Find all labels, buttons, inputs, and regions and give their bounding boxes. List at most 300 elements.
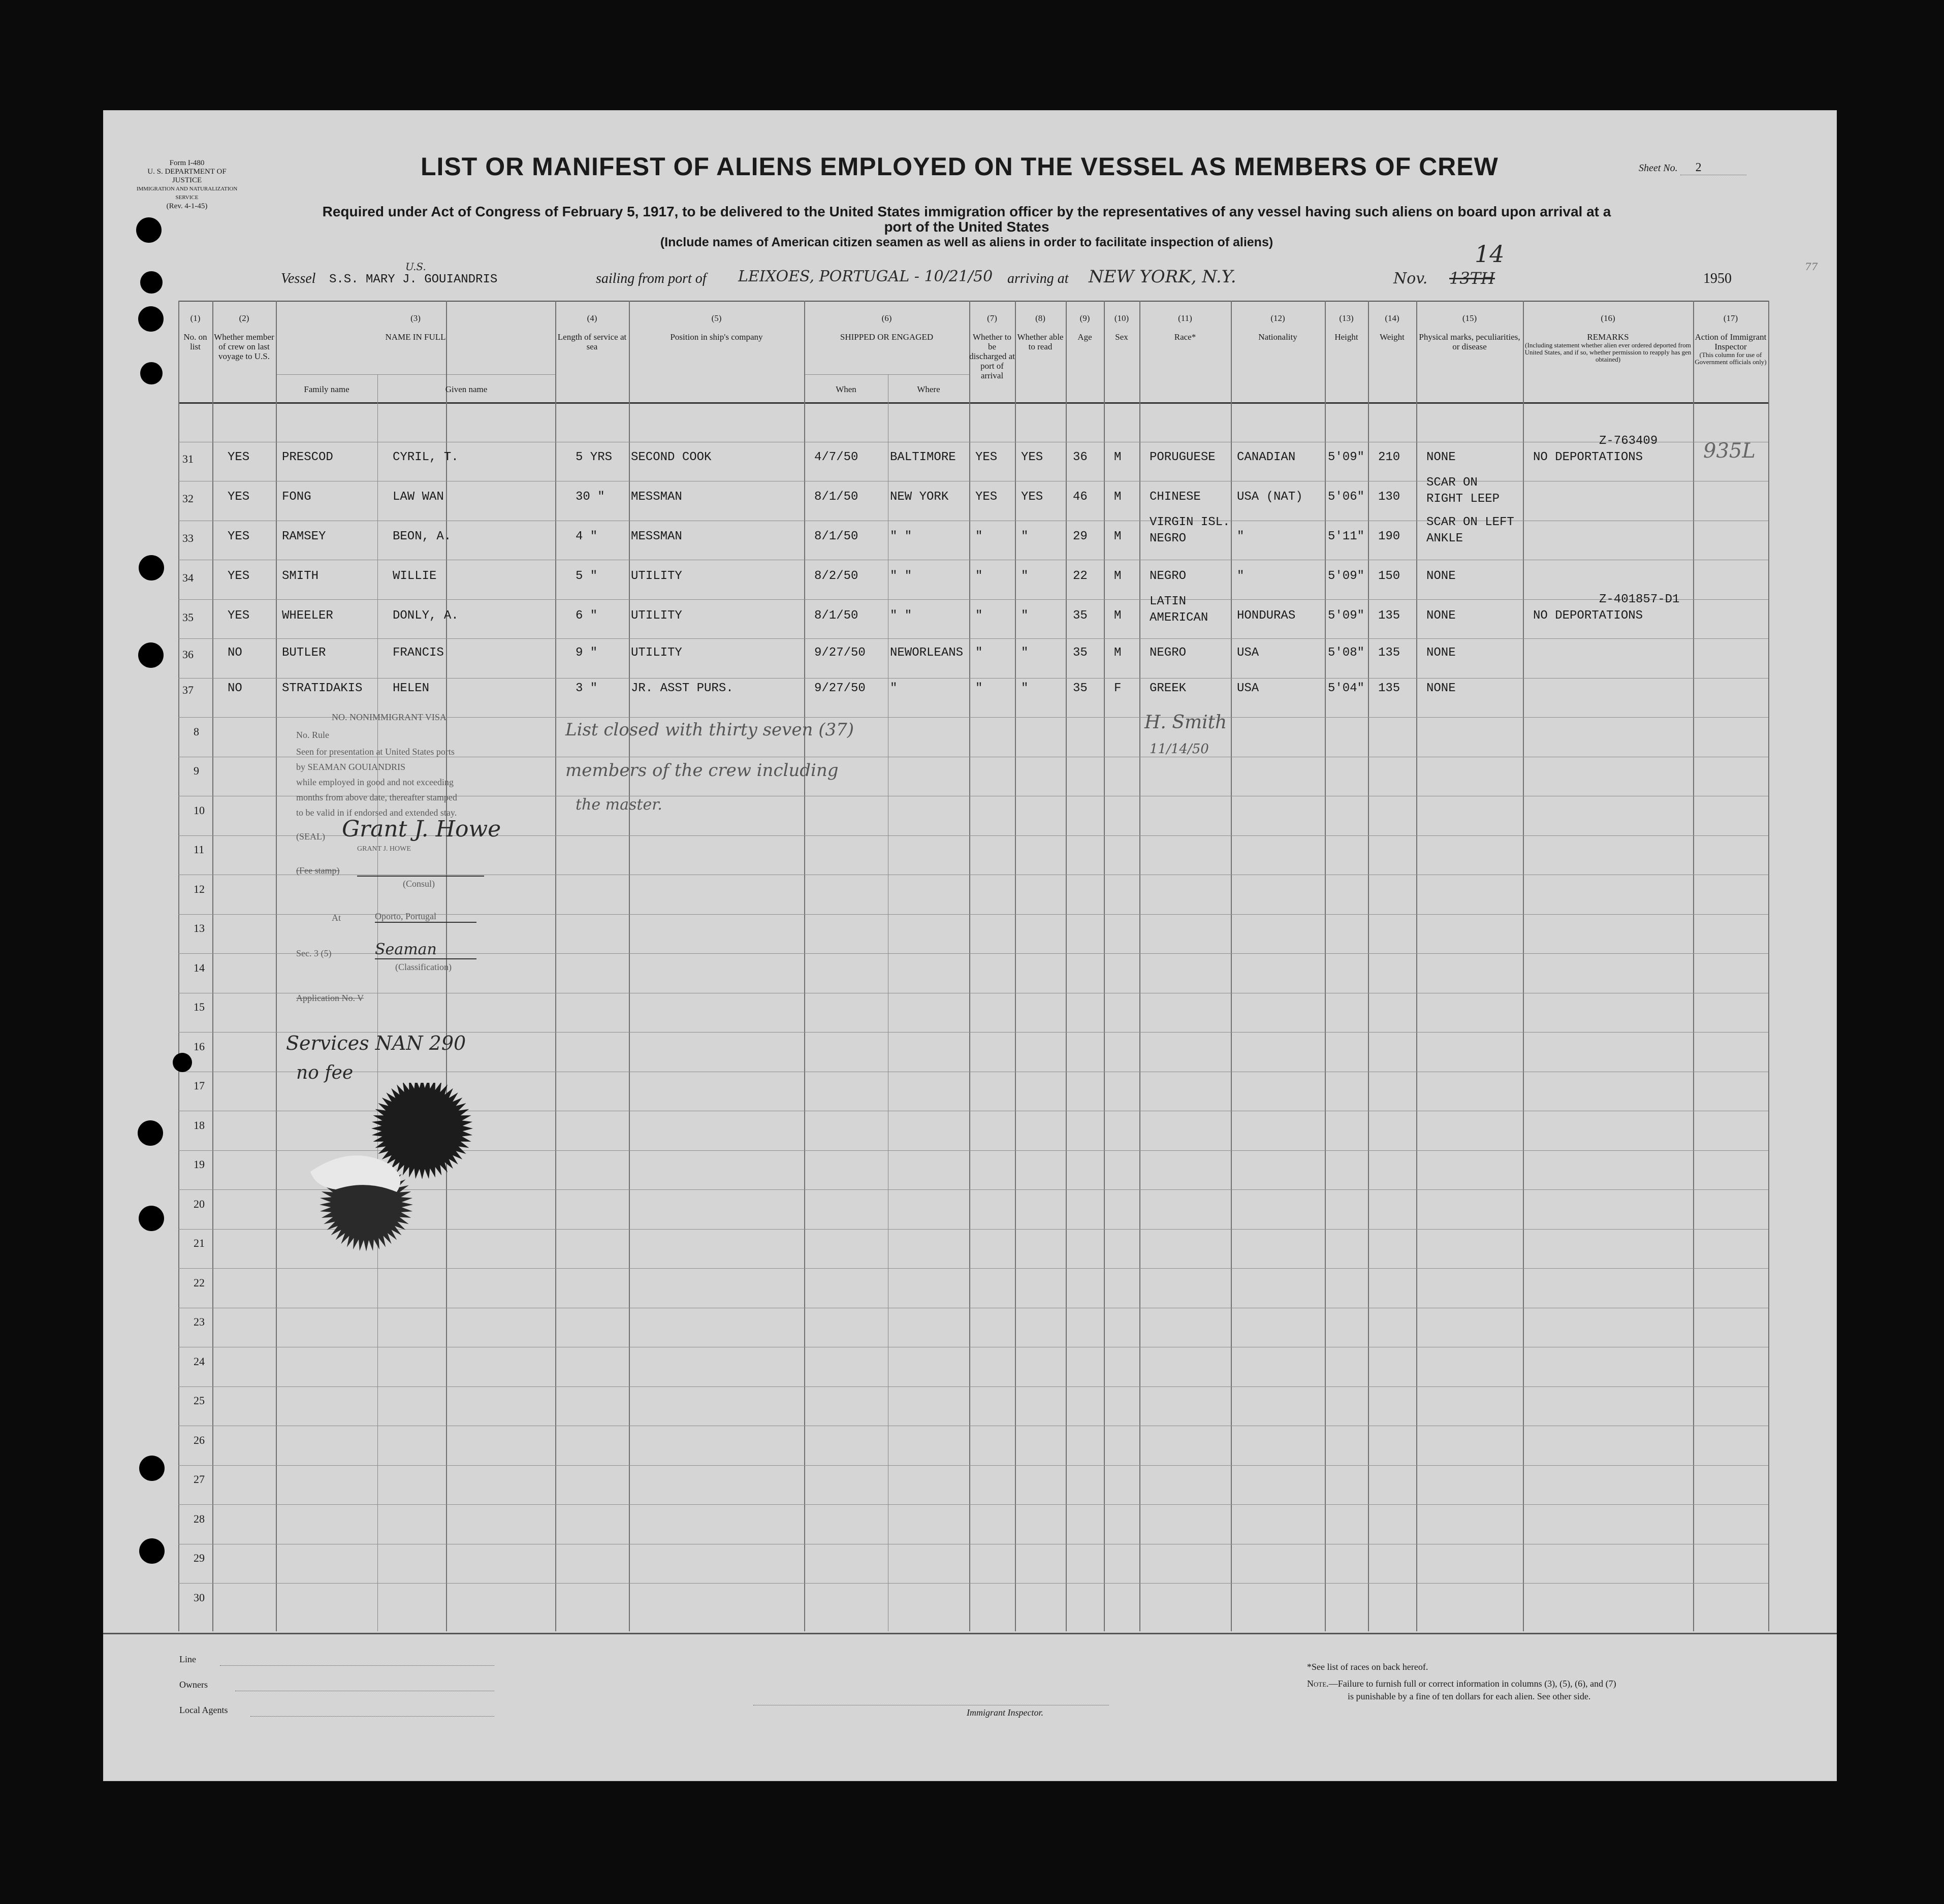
- column-label: Action of Immigrant Inspector: [1695, 332, 1767, 351]
- column-rule: [629, 301, 630, 1631]
- column-number: (2): [239, 313, 249, 323]
- subtitle-line-1: Required under Act of Congress of February 5, 1917, to be delivered to the United States immigration officer by the representatives of any vessel having such aliens on board upon arrival at a: [322, 204, 1611, 219]
- row-number: 10: [194, 803, 205, 817]
- column-header: [1015, 313, 1066, 351]
- binder-hole: [136, 217, 162, 243]
- sheet-label: Sheet No.: [1639, 163, 1678, 174]
- footer-agents-label: Local Agents: [179, 1705, 228, 1715]
- sheet-number: [1639, 161, 1746, 175]
- column-rule: [178, 301, 179, 1631]
- column-number: (5): [711, 313, 722, 323]
- cell-when: 9/27/50: [814, 646, 866, 660]
- column-subheader: Family name: [304, 384, 349, 394]
- cell-race: GREEK: [1150, 682, 1187, 695]
- column-header: [1231, 313, 1325, 342]
- column-header: [1104, 313, 1139, 342]
- application-number: Application No. V: [296, 993, 364, 1003]
- cell-last-voyage: NO: [228, 682, 242, 695]
- row-number: 18: [194, 1118, 205, 1132]
- column-header: [555, 313, 629, 351]
- binder-hole: [139, 1206, 164, 1231]
- cell-discharged: ": [975, 609, 983, 623]
- cell-last-voyage: YES: [228, 569, 250, 583]
- inspector-date: 11/14/50: [1150, 741, 1209, 757]
- binder-hole: [139, 555, 164, 580]
- cell-race: VIRGIN ISL.: [1150, 515, 1230, 529]
- column-header: [178, 313, 212, 351]
- column-rule: [1015, 301, 1016, 1631]
- column-label: Age: [1077, 332, 1092, 342]
- cell-nationality: USA (NAT): [1237, 490, 1303, 504]
- column-label: SHIPPED OR ENGAGED: [840, 332, 934, 342]
- row-rule: [178, 1386, 1768, 1387]
- vessel-label: Vessel: [281, 271, 316, 286]
- column-label: No. on list: [183, 332, 207, 351]
- cell-where: " ": [890, 530, 912, 543]
- column-number: (16): [1601, 313, 1615, 323]
- visa-stamp: [281, 712, 586, 1098]
- cell-position: MESSMAN: [631, 530, 682, 543]
- cell-given: CYRIL, T.: [393, 450, 459, 464]
- cell-no: 35: [182, 611, 194, 624]
- classification-value: Seaman: [375, 941, 476, 959]
- cell-race: NEGRO: [1150, 646, 1187, 660]
- visa-stamp-line6: months from above date, thereafter stamped: [296, 792, 457, 802]
- column-header: [1139, 313, 1231, 342]
- row-rule: [178, 1504, 1768, 1505]
- cell-height: 5'04": [1328, 682, 1365, 695]
- visa-stamp-line3: Seen for presentation at United States ports: [296, 747, 455, 757]
- binder-hole: [140, 271, 163, 294]
- cell-height: 5'11": [1328, 530, 1365, 543]
- column-number: (12): [1270, 313, 1285, 323]
- cell-last-voyage: YES: [228, 530, 250, 543]
- cell-age: 35: [1073, 609, 1088, 623]
- cell-service: 30 ": [576, 490, 605, 504]
- arriving-label: arriving at: [1007, 271, 1069, 286]
- column-number: (13): [1339, 313, 1354, 323]
- cell-race-2: AMERICAN: [1150, 611, 1208, 625]
- cell-read: ": [1021, 530, 1029, 543]
- cell-family: BUTLER: [282, 646, 326, 660]
- column-rule: [1104, 301, 1105, 1631]
- row-rule: [178, 599, 1768, 600]
- at-place: Oporto, Portugal: [375, 911, 476, 923]
- manifest-sheet: [103, 110, 1837, 1781]
- embossed-seal: [295, 1083, 493, 1258]
- cell-sex: F: [1114, 682, 1122, 695]
- cell-race: CHINESE: [1150, 490, 1201, 504]
- form-dept: U. S. DEPARTMENT OF JUSTICE: [147, 168, 227, 184]
- subtitle-line-3: (Include names of American citizen seamen as well as aliens in order to facilitate inspection of aliens): [660, 235, 1273, 249]
- column-number: (7): [987, 313, 997, 323]
- arrival-day: 14: [1475, 240, 1505, 268]
- list-closed-note-3: the master.: [576, 796, 662, 814]
- row-rule: [178, 1465, 1768, 1466]
- cell-given: DONLY, A.: [393, 609, 459, 623]
- cell-action: 935L: [1703, 439, 1756, 463]
- row-number: 17: [194, 1079, 205, 1092]
- column-number: (4): [587, 313, 597, 323]
- column-header: [1416, 313, 1523, 351]
- cell-sex: M: [1114, 569, 1122, 583]
- cell-remarks-top: Z-763409: [1599, 434, 1658, 448]
- subtitle-line-2: port of the United States: [884, 219, 1049, 235]
- row-number: 13: [194, 922, 205, 934]
- binder-hole: [138, 642, 164, 668]
- vessel-name: S.S. MARY J. GOUIANDRIS: [329, 273, 498, 286]
- column-label: Physical marks, peculiarities, or disease: [1419, 332, 1520, 351]
- cell-last-voyage: YES: [228, 490, 250, 504]
- cell-where: " ": [890, 569, 912, 583]
- cell-when: 4/7/50: [814, 450, 858, 464]
- cell-service: 9 ": [576, 646, 598, 660]
- sailing-port: LEIXOES, PORTUGAL - 10/21/50: [738, 268, 993, 285]
- column-label: Height: [1334, 332, 1358, 342]
- form-number: Form I-480: [169, 159, 205, 167]
- cell-marks-2: RIGHT LEEP: [1426, 492, 1500, 506]
- column-rule: [969, 301, 970, 1631]
- cell-height: 5'09": [1328, 569, 1365, 583]
- cell-when: 8/1/50: [814, 490, 858, 504]
- cell-where: " ": [890, 609, 912, 623]
- column-label: Sex: [1115, 332, 1128, 342]
- cell-weight: 150: [1378, 569, 1400, 583]
- column-header: [1693, 313, 1768, 366]
- column-header: [1325, 313, 1368, 342]
- column-label: Weight: [1380, 332, 1405, 342]
- footer-owners-label: Owners: [179, 1680, 208, 1690]
- cell-family: PRESCOD: [282, 450, 333, 464]
- cell-marks: NONE: [1426, 682, 1456, 695]
- column-number: (8): [1035, 313, 1045, 323]
- cell-given: BEON, A.: [393, 530, 452, 543]
- table-top-border: [178, 301, 1768, 302]
- row-number: 24: [194, 1354, 205, 1368]
- column-number: (14): [1385, 313, 1399, 323]
- at-label: At: [332, 913, 341, 923]
- cell-weight: 135: [1378, 682, 1400, 695]
- cell-position: MESSMAN: [631, 490, 682, 504]
- cell-marks: NONE: [1426, 569, 1456, 583]
- cell-family: WHEELER: [282, 609, 333, 623]
- cell-service: 5 YRS: [576, 450, 613, 464]
- sheet-value: 2: [1680, 161, 1746, 175]
- column-number: (15): [1462, 313, 1477, 323]
- column-header: [212, 313, 276, 361]
- row-number: 15: [194, 1001, 205, 1013]
- column-rule: [1523, 301, 1524, 1631]
- cell-last-voyage: YES: [228, 609, 250, 623]
- cell-read: YES: [1021, 490, 1043, 504]
- row-number: 8: [194, 725, 199, 738]
- row-number: 28: [194, 1512, 205, 1525]
- cell-age: 46: [1073, 490, 1088, 504]
- cell-nationality: ": [1237, 569, 1245, 583]
- inspector-initials: H. Smith: [1144, 712, 1227, 733]
- visa-stamp-line2: No. Rule: [296, 730, 329, 740]
- column-header: [1523, 313, 1693, 363]
- cell-remarks-top: Z-401857-D1: [1599, 593, 1680, 606]
- row-number: 12: [194, 882, 205, 895]
- name-subheader-rule: [276, 374, 555, 375]
- cell-discharged: YES: [975, 450, 998, 464]
- row-number: 20: [194, 1197, 205, 1210]
- form-service: IMMIGRATION AND NATURALIZATION SERVICE: [136, 186, 238, 201]
- fee-note: no fee: [296, 1062, 354, 1083]
- footer-agents-rule: [250, 1716, 494, 1717]
- visa-stamp-line5: while employed in good and not exceeding: [296, 777, 454, 787]
- column-rule: [1231, 301, 1232, 1631]
- cell-given: HELEN: [393, 682, 430, 695]
- cell-when: 9/27/50: [814, 682, 866, 695]
- column-number: (9): [1079, 313, 1090, 323]
- column-number: (17): [1723, 313, 1738, 323]
- column-rule: [276, 301, 277, 1631]
- cell-height: 5'09": [1328, 450, 1365, 464]
- cell-height: 5'06": [1328, 490, 1365, 504]
- column-label: REMARKS: [1587, 332, 1629, 342]
- cell-position: UTILITY: [631, 609, 682, 623]
- binder-hole: [173, 1053, 192, 1072]
- cell-family: RAMSEY: [282, 530, 326, 543]
- column-rule: [1325, 301, 1326, 1631]
- cell-nationality: USA: [1237, 682, 1259, 695]
- sailing-label: sailing from port of: [596, 271, 707, 286]
- cell-discharged: ": [975, 646, 983, 660]
- cell-weight: 135: [1378, 646, 1400, 660]
- cell-service: 3 ": [576, 682, 598, 695]
- list-closed-note-1: List closed with thirty seven (37): [565, 720, 854, 740]
- section-label: Sec. 3 (5): [296, 948, 332, 958]
- page-title: LIST OR MANIFEST OF ALIENS EMPLOYED ON THE VESSEL AS MEMBERS OF CREW: [421, 152, 1499, 181]
- consul-label: (Consul): [403, 879, 435, 889]
- cell-nationality: HONDURAS: [1237, 609, 1296, 623]
- cell-nationality: CANADIAN: [1237, 450, 1296, 464]
- binder-hole: [140, 362, 163, 384]
- cell-position: UTILITY: [631, 646, 682, 660]
- column-rule: [1693, 301, 1694, 1631]
- cell-race: PORUGUESE: [1150, 450, 1216, 464]
- column-detail: (Including statement whether alien ever ordered deported from United States, and if so, whether permission to reapply has gen obtained): [1524, 341, 1692, 363]
- cell-age: 35: [1073, 682, 1088, 695]
- cell-discharged: ": [975, 530, 983, 543]
- cell-sex: M: [1114, 530, 1122, 543]
- consul-signature-rule: [357, 876, 484, 877]
- cell-family: SMITH: [282, 569, 319, 583]
- cell-marks: SCAR ON: [1426, 476, 1478, 490]
- binder-hole: [138, 1120, 163, 1146]
- cell-service: 5 ": [576, 569, 598, 583]
- cell-when: 8/1/50: [814, 530, 858, 543]
- cell-sex: M: [1114, 609, 1122, 623]
- column-rule: [1768, 301, 1769, 1631]
- row-number: 21: [194, 1237, 205, 1249]
- form-id-block: [134, 159, 240, 211]
- cell-where: NEWORLEANS: [890, 646, 964, 660]
- cell-height: 5'09": [1328, 609, 1365, 623]
- cell-age: 35: [1073, 646, 1088, 660]
- row-number: 16: [194, 1040, 205, 1053]
- column-number: (6): [881, 313, 892, 323]
- cell-marks: NONE: [1426, 609, 1456, 623]
- column-label: Race*: [1174, 332, 1196, 342]
- cell-family: FONG: [282, 490, 311, 504]
- footer-rule: [103, 1633, 1837, 1634]
- cell-weight: 210: [1378, 450, 1400, 464]
- row-number: 19: [194, 1158, 205, 1171]
- visa-stamp-line1: NO. NONIMMIGRANT VISA: [332, 712, 447, 722]
- column-subheader: Where: [917, 384, 940, 394]
- cell-sex: M: [1114, 490, 1122, 504]
- cell-race: NEGRO: [1150, 569, 1187, 583]
- column-number: (11): [1178, 313, 1192, 323]
- cell-position: JR. ASST PURS.: [631, 682, 734, 695]
- cell-weight: 190: [1378, 530, 1400, 543]
- row-number: 30: [194, 1591, 205, 1604]
- column-detail: (This column for use of Government officials only): [1695, 351, 1767, 366]
- cell-read: YES: [1021, 450, 1043, 464]
- visa-stamp-line4: by SEAMAN GOUIANDRIS: [296, 762, 406, 772]
- footer-line-rule: [220, 1665, 494, 1666]
- shipped-subheader-rule: [804, 374, 969, 375]
- column-label: Length of service at sea: [557, 332, 627, 351]
- column-header: [804, 313, 969, 342]
- cell-service: 6 ": [576, 609, 598, 623]
- row-number: 27: [194, 1473, 205, 1486]
- cell-no: 33: [182, 532, 194, 544]
- column-label: Whether member of crew on last voyage to U.S.: [214, 332, 274, 361]
- row-number: 29: [194, 1552, 205, 1564]
- cell-marks: NONE: [1426, 646, 1456, 660]
- cell-family: STRATIDAKIS: [282, 682, 363, 695]
- cell-given: FRANCIS: [393, 646, 444, 660]
- fee-stamp-label: (Fee stamp): [296, 865, 340, 876]
- column-header: [1368, 313, 1416, 342]
- consul-signature: Grant J. Howe: [342, 816, 501, 842]
- consul-name: GRANT J. HOWE: [357, 845, 411, 853]
- column-label: Whether to be discharged at port of arrival: [969, 332, 1015, 380]
- cell-sex: M: [1114, 646, 1122, 660]
- penalty-note-label: Note.: [1307, 1679, 1329, 1689]
- arriving-port: NEW YORK, N.Y.: [1089, 267, 1236, 287]
- row-rule: [178, 1268, 1768, 1269]
- row-rule: [178, 678, 1768, 679]
- cell-marks: NONE: [1426, 450, 1456, 464]
- cell-weight: 135: [1378, 609, 1400, 623]
- vessel-note: U.S.: [405, 261, 426, 273]
- cell-discharged: ": [975, 569, 983, 583]
- classification-label: (Classification): [395, 962, 452, 972]
- cell-no: 31: [182, 453, 194, 465]
- cell-marks: SCAR ON LEFT: [1426, 515, 1514, 529]
- cell-nationality: USA: [1237, 646, 1259, 660]
- row-number: 26: [194, 1433, 205, 1446]
- binder-hole: [139, 1538, 165, 1564]
- arrival-day-struck: 13TH: [1449, 269, 1495, 288]
- cell-remarks: NO DEPORTATIONS: [1533, 450, 1643, 464]
- cell-age: 22: [1073, 569, 1088, 583]
- column-rule: [212, 301, 213, 1631]
- arrival-month: Nov.: [1393, 270, 1428, 287]
- column-label: Nationality: [1258, 332, 1297, 342]
- cell-where: ": [890, 682, 898, 695]
- cell-service: 4 ": [576, 530, 598, 543]
- column-number: (3): [410, 313, 421, 323]
- cell-read: ": [1021, 609, 1029, 623]
- cell-read: ": [1021, 682, 1029, 695]
- cell-no: 34: [182, 571, 194, 584]
- penalty-note-text: —Failure to furnish full or correct information in columns (3), (5), (6), and (7): [1328, 1679, 1616, 1689]
- cell-position: SECOND COOK: [631, 450, 712, 464]
- cell-race-2: NEGRO: [1150, 532, 1187, 545]
- cell-weight: 130: [1378, 490, 1400, 504]
- cell-discharged: ": [975, 682, 983, 695]
- visa-stamp-line7: to be valid in if endorsed and extended stay.: [296, 808, 457, 818]
- column-subheader: Given name: [445, 384, 488, 394]
- column-rule: [1416, 301, 1417, 1631]
- cell-age: 29: [1073, 530, 1088, 543]
- column-header: [629, 313, 804, 342]
- visa-seal-label: (SEAL): [296, 831, 325, 842]
- footer-line-label: Line: [179, 1654, 196, 1664]
- column-label: NAME IN FULL: [385, 332, 446, 342]
- row-number: 11: [194, 843, 205, 856]
- cell-when: 8/2/50: [814, 569, 858, 583]
- cell-no: 37: [182, 684, 194, 696]
- list-closed-note-2: members of the crew including: [565, 760, 839, 781]
- cell-where: BALTIMORE: [890, 450, 956, 464]
- column-rule: [1139, 301, 1140, 1631]
- binder-hole: [138, 306, 164, 332]
- column-header: [969, 313, 1015, 380]
- cell-when: 8/1/50: [814, 609, 858, 623]
- cell-position: UTILITY: [631, 569, 682, 583]
- cell-given: WILLIE: [393, 569, 437, 583]
- cell-remarks: NO DEPORTATIONS: [1533, 609, 1643, 623]
- column-number: (1): [190, 313, 201, 323]
- row-number: 25: [194, 1394, 205, 1407]
- table-header-border: [178, 402, 1768, 404]
- row-rule: [178, 638, 1768, 639]
- cell-height: 5'08": [1328, 646, 1365, 660]
- column-subheader: When: [836, 384, 856, 394]
- column-header: [1066, 313, 1104, 342]
- races-note: *See list of races on back hereof.: [1307, 1662, 1428, 1672]
- cell-read: ": [1021, 569, 1029, 583]
- penalty-note: [1307, 1679, 1616, 1689]
- row-number: 9: [194, 764, 199, 777]
- cell-nationality: ": [1237, 530, 1245, 543]
- row-number: 22: [194, 1276, 205, 1289]
- cell-discharged: YES: [975, 490, 998, 504]
- cell-last-voyage: NO: [228, 646, 242, 660]
- column-number: (10): [1114, 313, 1129, 323]
- cell-marks-2: ANKLE: [1426, 532, 1463, 545]
- row-rule: [178, 1583, 1768, 1584]
- cell-race: LATIN: [1150, 595, 1187, 608]
- column-rule: [1066, 301, 1067, 1631]
- cell-last-voyage: YES: [228, 450, 250, 464]
- cell-read: ": [1021, 646, 1029, 660]
- inspector-signature-label: Immigrant Inspector.: [967, 1707, 1043, 1718]
- column-label: Position in ship's company: [670, 332, 763, 342]
- form-rev: (Rev. 4-1-45): [166, 202, 208, 210]
- column-header: [276, 313, 555, 342]
- cell-no: 36: [182, 648, 194, 661]
- cell-given: LAW WAN: [393, 490, 444, 504]
- corner-mark: 77: [1805, 261, 1818, 273]
